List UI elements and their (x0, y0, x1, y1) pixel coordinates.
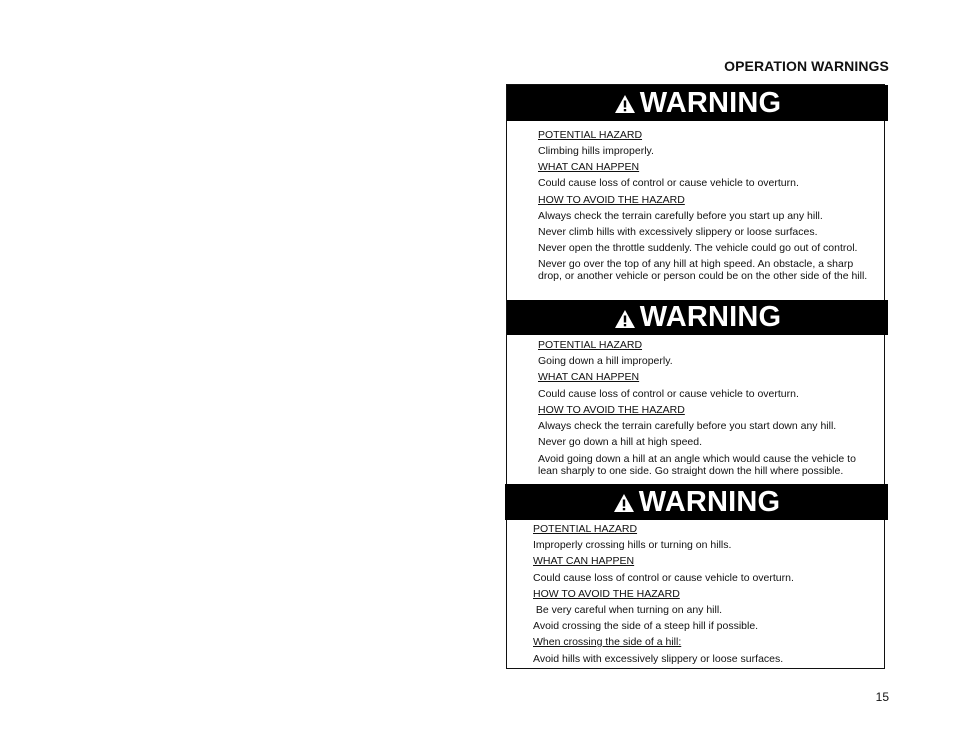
what-can-happen-text: Could cause loss of control or cause vehicle to overturn. (538, 177, 799, 189)
what-can-happen-text: Could cause loss of control or cause vehicle to overturn. (533, 572, 794, 584)
what-can-happen-heading: WHAT CAN HAPPEN (538, 161, 640, 173)
how-to-avoid-heading: HOW TO AVOID THE HAZARD (538, 404, 685, 416)
instruction-item: Always check the terrain carefully before you start down any hill. (538, 420, 837, 432)
what-can-happen-text: Could cause loss of control or cause vehicle to overturn. (538, 388, 799, 400)
instruction-item: Always check the terrain carefully before you start up any hill. (538, 210, 823, 222)
warning-banner-label: WARNING (638, 485, 781, 518)
what-can-happen-heading: WHAT CAN HAPPEN (533, 555, 635, 567)
warning-body-3 (533, 523, 883, 669)
potential-hazard-heading: POTENTIAL HAZARD (533, 523, 638, 535)
warning-banner-label: WARNING (639, 86, 782, 119)
warning-body-2 (538, 339, 883, 481)
potential-hazard-text: Improperly crossing hills or turning on hills. (533, 539, 732, 551)
warning-body-1 (538, 129, 883, 297)
instruction-item: Never open the throttle suddenly. The vehicle could go out of control. (538, 242, 858, 254)
warning-triangle-icon (614, 309, 636, 329)
how-to-avoid-heading: HOW TO AVOID THE HAZARD (538, 194, 685, 206)
warning-banner-2 (507, 300, 888, 335)
page-number: 15 (875, 690, 889, 704)
instruction-item: Avoid hills with excessively slippery or loose surfaces. (533, 653, 784, 665)
warning-banner-1 (507, 85, 888, 121)
section-heading: OPERATION WARNINGS (724, 58, 889, 74)
warning-banner-3 (505, 484, 888, 520)
instruction-item: Be very careful when turning on any hill. (533, 604, 723, 616)
instruction-item: Avoid crossing the side of a steep hill if possible. (533, 620, 759, 632)
how-to-avoid-heading: HOW TO AVOID THE HAZARD (533, 588, 680, 600)
potential-hazard-text: Climbing hills improperly. (538, 145, 654, 157)
warning-triangle-icon (613, 493, 635, 513)
sub-heading: When crossing the side of a hill: (533, 636, 682, 648)
what-can-happen-heading: WHAT CAN HAPPEN (538, 371, 640, 383)
warning-triangle-icon (614, 94, 636, 114)
instruction-item: Avoid going down a hill at an angle which would cause the vehicle to lean sharply to one side. Go straight down the hill where possible. (538, 453, 856, 477)
instruction-item: Never go down a hill at high speed. (538, 436, 703, 448)
potential-hazard-heading: POTENTIAL HAZARD (538, 129, 643, 141)
warning-banner-label: WARNING (639, 301, 782, 333)
instruction-item: Never go over the top of any hill at high speed. An obstacle, a sharp drop, or another vehicle or person could be on the other side of the hill. (538, 258, 868, 282)
potential-hazard-text: Going down a hill improperly. (538, 355, 673, 367)
potential-hazard-heading: POTENTIAL HAZARD (538, 339, 643, 351)
instruction-item: Never climb hills with excessively slippery or loose surfaces. (538, 226, 818, 238)
